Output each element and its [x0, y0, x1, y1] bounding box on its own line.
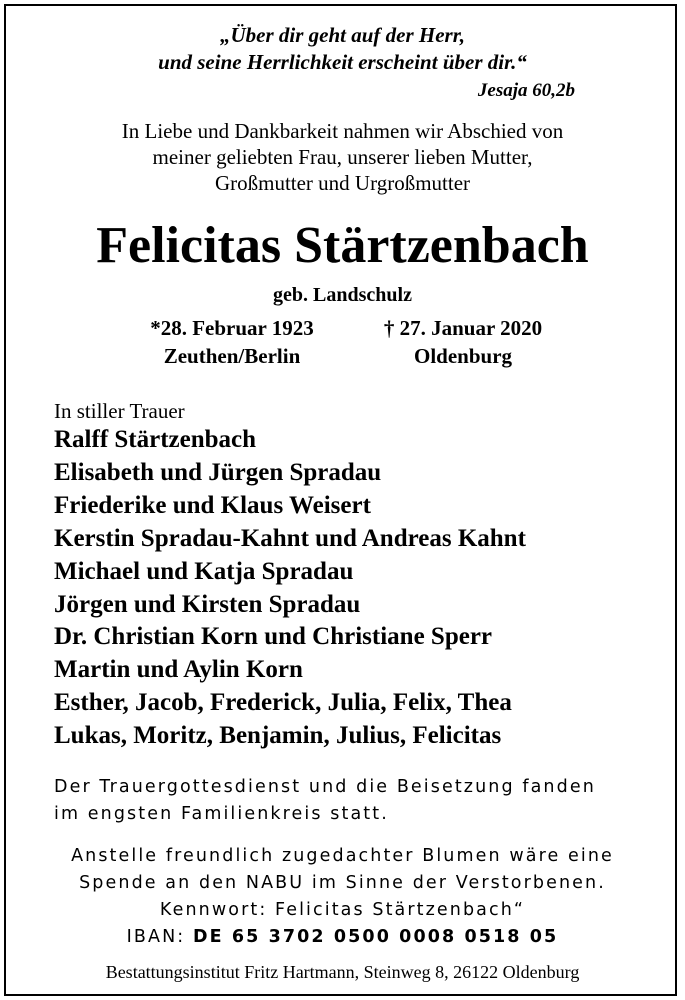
mourner-line: Esther, Jacob, Frederick, Julia, Felix, Thea — [54, 689, 512, 717]
service-line-1: Der Trauergottesdienst und die Beisetzung fanden — [54, 777, 596, 797]
deceased-name: Felicitas Stärtzenbach — [96, 217, 589, 274]
death-info — [352, 314, 574, 370]
birth-info — [112, 314, 352, 370]
verse-reference: Jesaja 60,2b — [477, 80, 575, 101]
mourners-intro: In stiller Trauer — [54, 399, 185, 423]
verse-line-1: „Über dir geht auf der Herr, — [219, 23, 465, 47]
donation-line-2: Spende an den NABU im Sinne der Verstorbenen. — [79, 873, 606, 893]
intro-line-3: Großmutter und Urgroßmutter — [214, 171, 471, 195]
donation-line-3: Kennwort: Felicitas Stärtzenbach“ — [159, 900, 526, 920]
death-date: † 27. Januar 2020 — [383, 316, 543, 340]
mourner-line: Elisabeth und Jürgen Spradau — [54, 458, 382, 486]
maiden-name: geb. Landschulz — [273, 284, 412, 306]
mourner-line: Martin und Aylin Korn — [54, 656, 303, 684]
mourner-line: Ralff Stärtzenbach — [54, 426, 257, 453]
verse-line-2: und seine Herrlichkeit erscheint über dir.“ — [158, 50, 527, 74]
iban-number: DE 65 3702 0500 0008 0518 05 — [192, 927, 559, 947]
intro-line-1: In Liebe und Dankbarkeit nahmen wir Abschied von — [121, 119, 564, 143]
birth-date: *28. Februar 1923 — [150, 316, 314, 340]
mourner-line: Michael und Katja Spradau — [54, 557, 354, 585]
mourner-line: Jörgen und Kirsten Spradau — [54, 590, 361, 618]
donation-line-1: Anstelle freundlich zugedachter Blumen wäre eine — [71, 846, 614, 866]
mourner-line: Friederike und Klaus Weisert — [54, 491, 371, 519]
intro-line-2: meiner geliebten Frau, unserer lieben Mutter, — [152, 145, 533, 169]
mourner-line: Dr. Christian Korn und Christiane Sperr — [54, 623, 493, 651]
death-place: Oldenburg — [413, 344, 513, 368]
mourner-line: Kerstin Spradau-Kahnt und Andreas Kahnt — [54, 524, 526, 552]
birth-place: Zeuthen/Berlin — [163, 344, 301, 368]
funeral-home: Bestattungsinstitut Fritz Hartmann, Steinweg 8, 26122 Oldenburg — [105, 962, 580, 982]
service-line-2: im engsten Familienkreis statt. — [54, 804, 389, 824]
iban-label: IBAN: — [126, 927, 186, 947]
mourner-line: Lukas, Moritz, Benjamin, Julius, Felicitas — [54, 722, 502, 750]
service-notice — [54, 774, 596, 828]
mourners-block — [54, 398, 526, 753]
iban-line — [0, 924, 685, 951]
